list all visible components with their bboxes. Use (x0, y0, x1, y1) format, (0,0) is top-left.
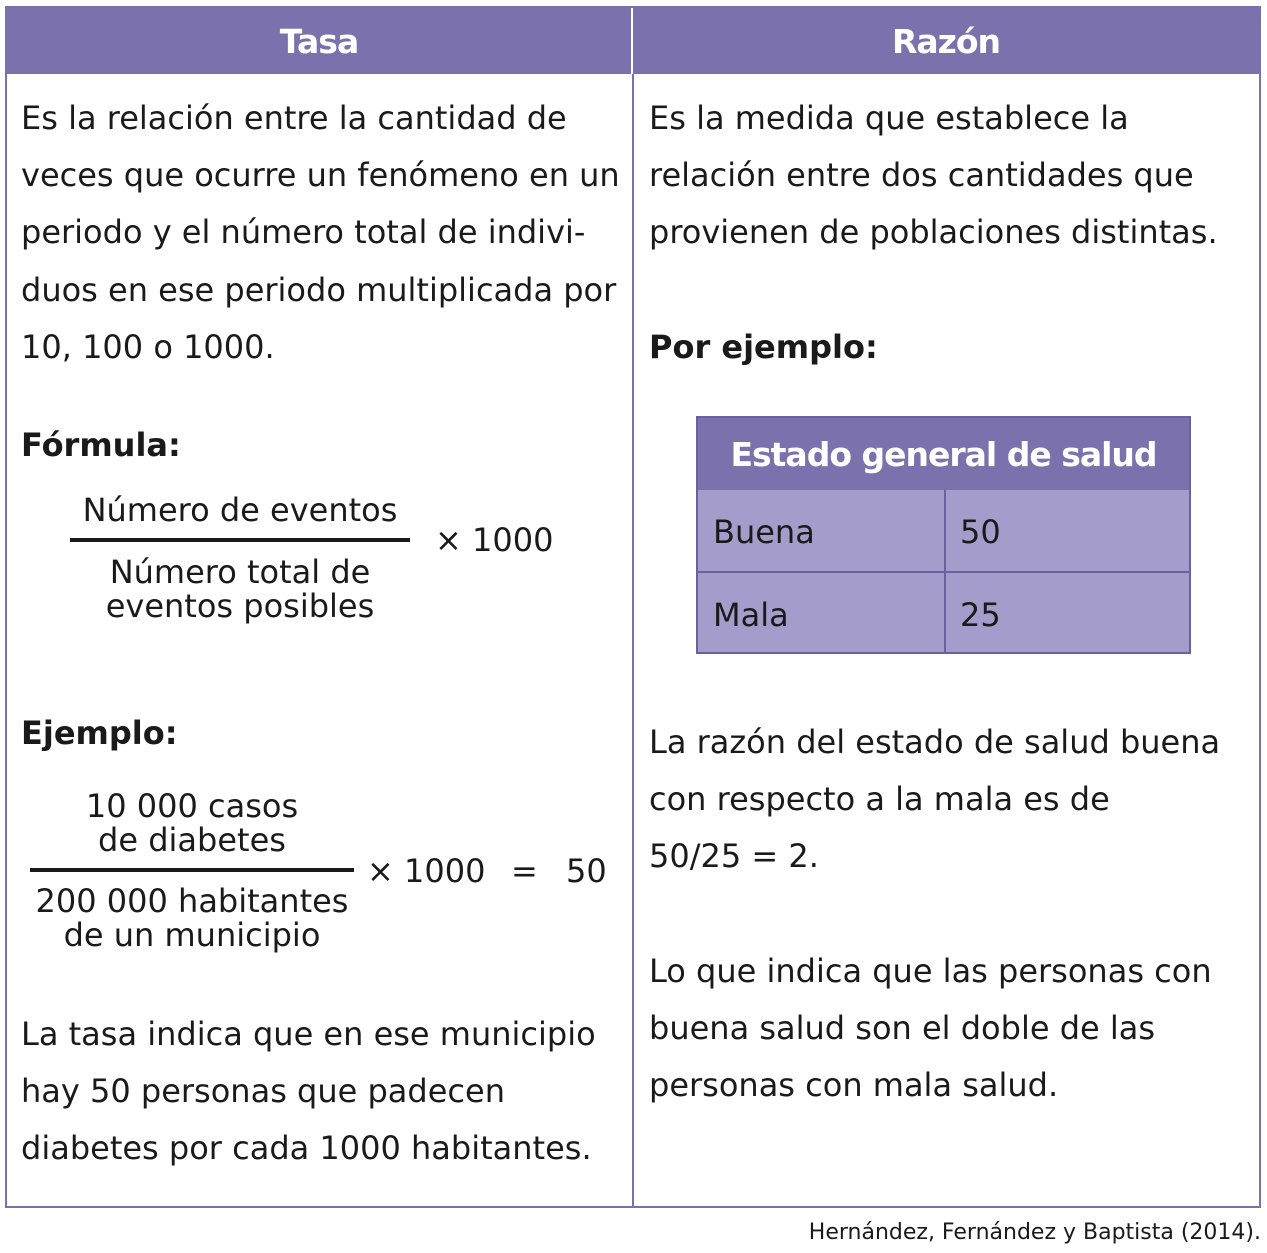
health-table-title: Estado general de salud (698, 418, 1189, 490)
header-tasa: Tasa (7, 8, 633, 74)
text-line: 50/25 = 2. (649, 837, 819, 875)
formula-multiplier: × 1000 (435, 521, 554, 559)
formula-denominator-line: Número total de (109, 553, 371, 591)
example-numerator-line: de diabetes (98, 821, 286, 859)
text-line: La razón del estado de salud buena (649, 723, 1221, 761)
formula-label: Fórmula: (21, 426, 181, 464)
example-denominator-line: de un municipio (63, 916, 321, 954)
text-line: con respecto a la mala es de (649, 780, 1110, 818)
text-line: Es la relación entre la cantidad de (21, 99, 567, 137)
formula-numerator: Número de eventos (82, 491, 398, 529)
health-status-table (696, 416, 1191, 654)
text-line: Es la medida que establece la (649, 99, 1129, 137)
column-divider (632, 74, 634, 1206)
text-line: 10, 100 o 1000. (21, 328, 275, 366)
text-line: relación entre dos cantidades que (649, 156, 1194, 194)
razon-example-label: Por ejemplo: (649, 328, 878, 366)
example-result: 50 (566, 852, 607, 890)
row-label-buena: Buena (713, 513, 815, 551)
text-line: buena salud son el doble de las (649, 1009, 1156, 1047)
row-divider (698, 571, 1189, 573)
text-line: veces que ocurre un fenómeno en un (21, 156, 620, 194)
formula-denominator-line: eventos posibles (105, 587, 375, 625)
fraction-bar (70, 538, 410, 542)
equals-sign: = (511, 852, 538, 890)
text-line: periodo y el número total de indivi- (21, 213, 586, 251)
text-line: Lo que indica que las personas con (649, 952, 1212, 990)
example-numerator-line: 10 000 casos (85, 787, 299, 825)
text-line: hay 50 personas que padecen (21, 1072, 505, 1110)
text-line: duos en ese periodo multiplicada por (21, 271, 617, 309)
example-multiplier: × 1000 (367, 852, 486, 890)
text-line: diabetes por cada 1000 habitantes. (21, 1129, 592, 1167)
text-line: provienen de poblaciones distintas. (649, 213, 1218, 251)
text-line: La tasa indica que en ese municipio (21, 1015, 596, 1053)
citation: Hernández, Fernández y Baptista (2014). (808, 1220, 1261, 1245)
example-label: Ejemplo: (21, 714, 178, 752)
example-denominator-line: 200 000 habitantes (35, 882, 349, 920)
row-value-buena: 50 (960, 513, 1001, 551)
row-value-mala: 25 (960, 596, 1001, 634)
row-label-mala: Mala (713, 596, 789, 634)
header-razon: Razón (633, 8, 1259, 74)
text-line: personas con mala salud. (649, 1066, 1059, 1104)
fraction-bar (30, 868, 354, 872)
